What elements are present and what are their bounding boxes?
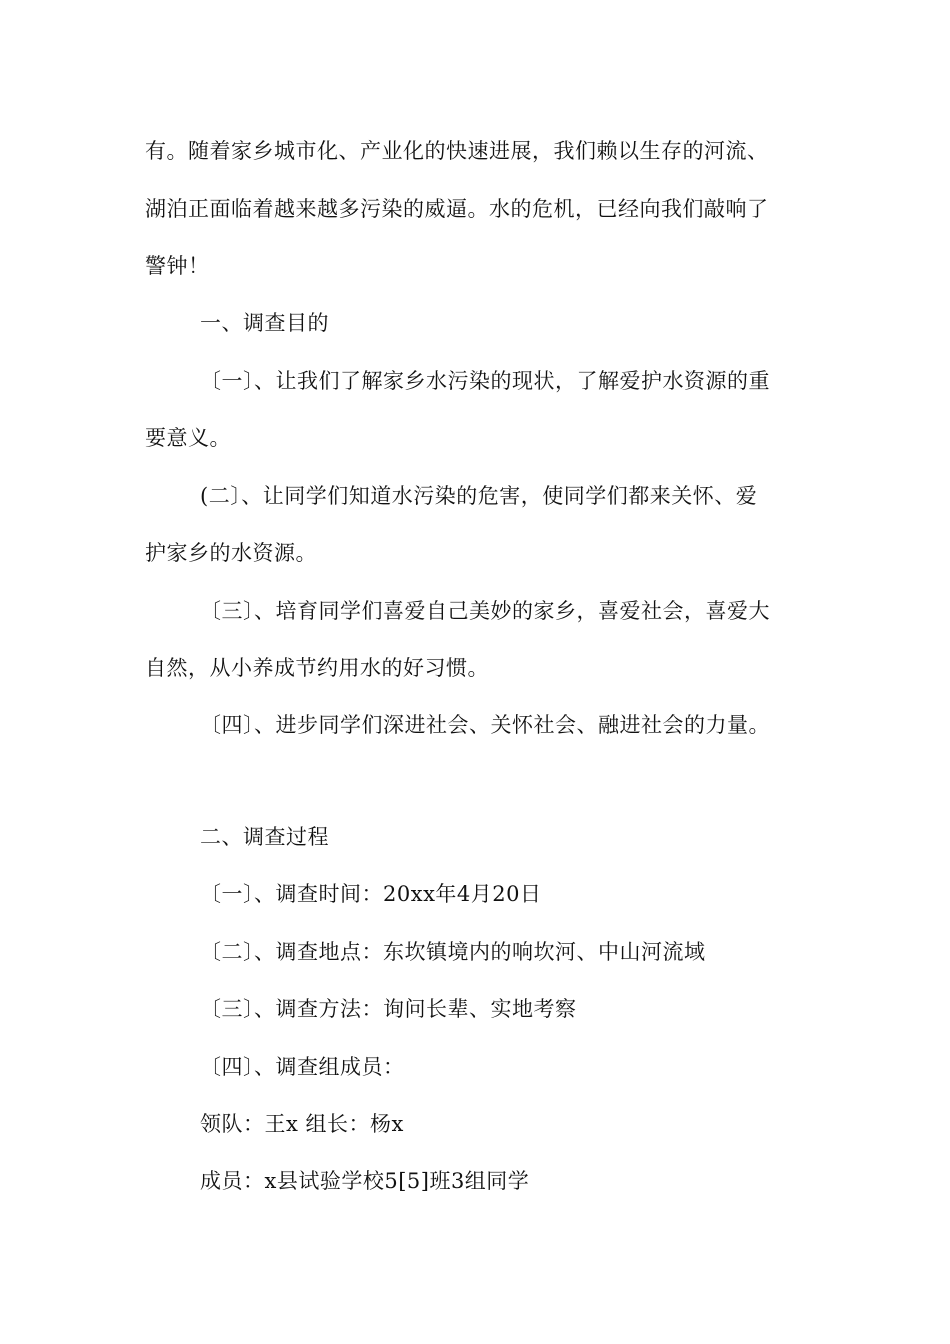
purpose-2-line-1: (二〕、让同学们知道水污染的危害，使同学们都来关怀、爱 bbox=[200, 484, 758, 508]
purpose-3-line-2: 自然，从小养成节约用水的好习惯。 bbox=[145, 656, 489, 680]
purpose-1-line-1: 〔一〕、让我们了解家乡水污染的现状，了解爱护水资源的重 bbox=[200, 369, 770, 393]
purpose-3-line-1: 〔三〕、培育同学们喜爱自己美妙的家乡，喜爱社会，喜爱大 bbox=[200, 599, 770, 623]
process-members-heading: 〔四〕、调查组成员： bbox=[200, 1055, 405, 1079]
purpose-2-line-2: 护家乡的水资源。 bbox=[145, 541, 317, 565]
section-1-heading: 一、调查目的 bbox=[200, 311, 329, 335]
process-time: 〔一〕、调查时间：20xx年4月20日 bbox=[200, 882, 542, 906]
section-2-heading: 二、调查过程 bbox=[200, 825, 329, 849]
intro-line-2: 湖泊正面临着越来越多污染的威逼。水的危机，已经向我们敲响了 bbox=[145, 197, 769, 221]
process-location: 〔二〕、调查地点：东坎镇境内的响坎河、中山河流域 bbox=[200, 940, 706, 964]
purpose-1-line-2: 要意义。 bbox=[145, 426, 231, 450]
purpose-4-line-1: 〔四〕、进步同学们深进社会、关怀社会、融进社会的力量。 bbox=[200, 713, 770, 737]
intro-line-3: 警钟！ bbox=[145, 254, 210, 278]
intro-line-1: 有。随着家乡城市化、产业化的快速进展，我们赖以生存的河流、 bbox=[145, 139, 769, 163]
process-members: 成员：x县试验学校5[5]班3组同学 bbox=[200, 1169, 530, 1193]
process-leaders: 领队：王x 组长：杨x bbox=[200, 1112, 404, 1136]
process-method: 〔三〕、调查方法：询问长辈、实地考察 bbox=[200, 997, 577, 1021]
